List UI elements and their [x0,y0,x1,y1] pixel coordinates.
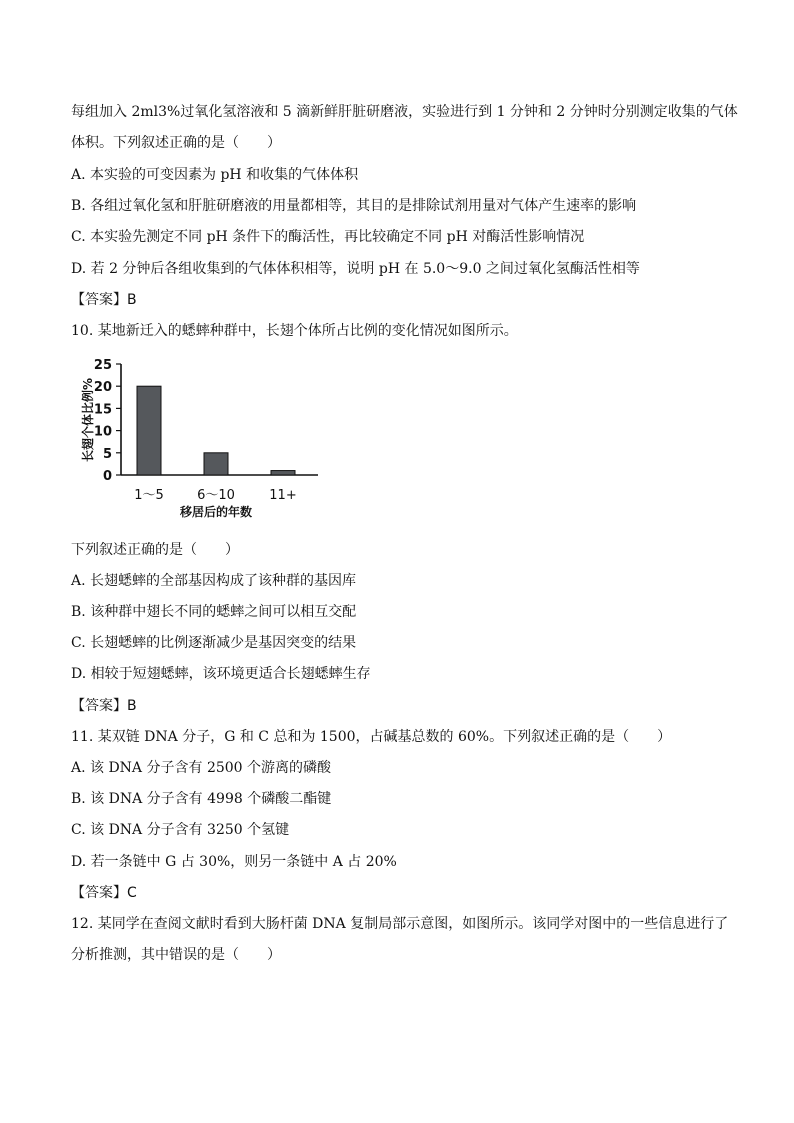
y-tick-label: 20 [93,380,112,396]
x-axis-title: 移居后的年数 [179,505,253,519]
q9-option-b: B. 各组过氧化氢和肝脏研磨液的用量都相等，其目的是排除试剂用量对气体产生速率的影响 [71,198,637,214]
y-tick-label: 25 [93,358,112,373]
q9-stem-line-2: 体积。下列叙述正确的是（ ） [71,135,281,151]
q10-option-c: C. 长翅蟋蟀的比例逐渐减少是基因突变的结果 [71,635,357,651]
bar [137,386,161,475]
q10-option-a: A. 长翅蟋蟀的全部基因构成了该种群的基因库 [71,573,357,589]
q9-stem-line-1: 每组加入 2ml3%过氧化氢溶液和 5 滴新鲜肝脏研磨液，实验进行到 1 分钟和 2 分钟时分别测定收集的气体 [71,104,738,120]
q11-option-b: B. 该 DNA 分子含有 4998 个磷酸二酯键 [71,791,332,807]
q10-option-b: B. 该种群中翅长不同的蟋蟀之间可以相互交配 [71,604,357,620]
chart-bars [137,386,295,475]
q12-stem-line-2: 分析推测，其中错误的是（ ） [71,947,281,963]
q9-option-d: D. 若 2 分钟后各组收集到的气体体积相等，说明 pH 在 5.0～9.0 之间过氧化氢酶活性相等 [71,261,640,277]
bar-chart [72,354,332,524]
q10-stem: 10. 某地新迁入的蟋蟀种群中，长翅个体所占比例的变化情况如图所示。 [71,323,518,339]
q9-answer: 【答案】B [71,292,137,308]
q9-option-c: C. 本实验先测定不同 pH 条件下的酶活性，再比较确定不同 pH 对酶活性影响情况 [71,229,585,245]
y-tick-label: 5 [102,446,112,462]
x-tick-label: 11+ [269,488,297,503]
q11-option-c: C. 该 DNA 分子含有 3250 个氢键 [71,822,290,838]
y-tick-label: 0 [102,469,112,484]
y-tick-label: 15 [93,402,112,418]
x-tick-label: 6～10 [197,488,235,503]
q11-option-a: A. 该 DNA 分子含有 2500 个游离的磷酸 [71,760,332,776]
q10-answer: 【答案】B [71,698,137,714]
y-axis-title: 长翅个体比例% [81,377,95,463]
y-tick-label: 10 [93,424,112,440]
q11-answer: 【答案】C [71,885,137,901]
x-tick-label: 1～5 [134,488,164,503]
chart-labels [80,358,297,519]
bar [204,453,228,475]
q12-stem-line-1: 12. 某同学在查阅文献时看到大肠杆菌 DNA 复制局部示意图，如图所示。该同学对图中的一些信息进行了 [71,916,729,932]
q11-option-d: D. 若一条链中 G 占 30%，则另一条链中 A 占 20% [71,854,397,870]
q10-option-d: D. 相较于短翅蟋蟀，该环境更适合长翅蟋蟀生存 [71,666,371,682]
q9-option-a: A. 本实验的可变因素为 pH 和收集的气体体积 [71,167,359,183]
q10-prompt: 下列叙述正确的是（ ） [71,542,239,558]
q11-stem: 11. 某双链 DNA 分子，G 和 C 总和为 1500，占碱基总数的 60%。下列叙述正确的是（ ） [71,729,672,745]
bar [271,471,295,475]
